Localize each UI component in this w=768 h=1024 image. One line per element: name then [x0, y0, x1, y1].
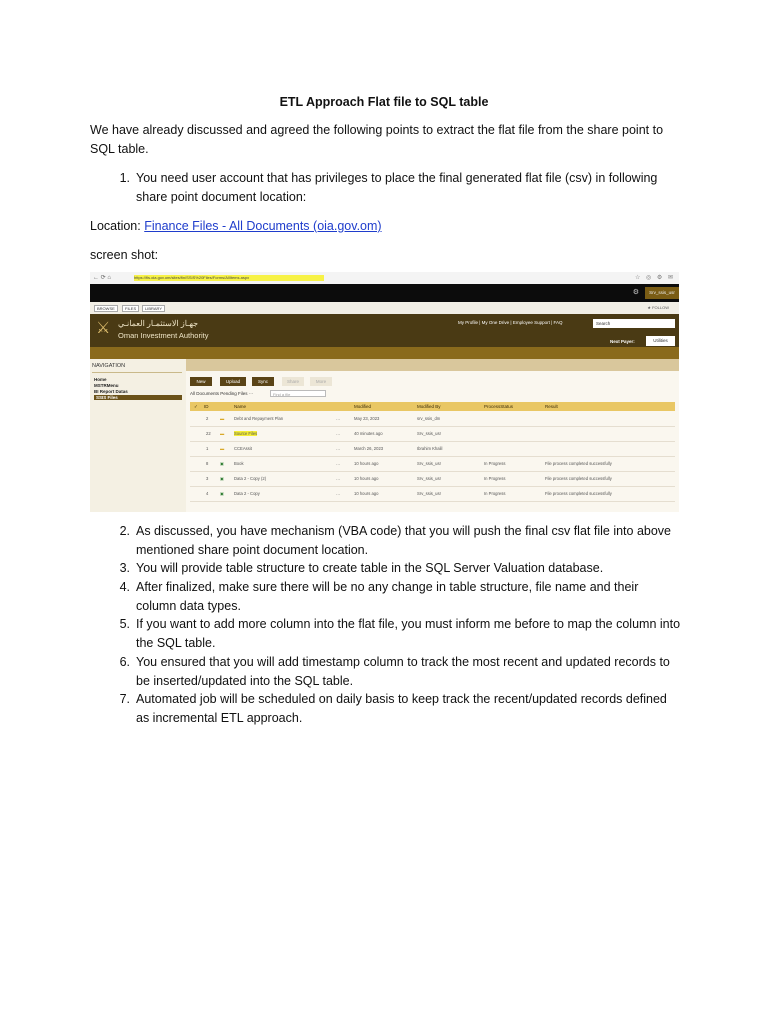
folder-icon: ▬	[220, 416, 225, 421]
cell-id: 3	[206, 476, 209, 481]
cell-modified-by: Srv_ssis_usr	[417, 461, 441, 466]
cell-modified-by: Srv_ssis_usr	[417, 431, 441, 436]
list-item-2	[112, 522, 682, 559]
list-number: 6.	[119, 655, 130, 669]
col-name: Name	[234, 404, 247, 409]
cell-id: 2	[206, 416, 209, 421]
cell-modified: March 26, 2023	[354, 446, 384, 451]
list-text: Automated job will be scheduled on daily basis to keep track the recent/updated records defined as incremental ETL approach.	[136, 692, 667, 725]
list-item-4	[112, 578, 682, 615]
tab-browse: BROWSE	[94, 305, 118, 312]
utilities-dropdown: Utilities	[646, 336, 675, 346]
cell-status: In Progress	[484, 491, 506, 496]
cell-modified-by: srv_ssis_dm	[417, 416, 441, 421]
nav-divider	[92, 372, 182, 373]
ellipsis-icon: …	[336, 446, 341, 451]
logo-english: Oman Investment Authority	[118, 331, 209, 340]
tab-files: FILES	[122, 305, 139, 312]
nav-item: MSTRMenu	[94, 383, 119, 388]
gear-icon: ⚙	[632, 289, 639, 296]
cell-id: 4	[206, 491, 209, 496]
list-item-3	[112, 559, 682, 578]
folder-icon: ▬	[220, 446, 225, 451]
cell-id: 1	[206, 446, 209, 451]
logo-arabic: جهـاز الاستثمـار العمانـي	[118, 319, 199, 328]
list-number: 7.	[119, 692, 130, 706]
cell-modified: 40 minutes ago	[354, 431, 383, 436]
cell-modified-by: Srv_ssis_usr	[417, 476, 441, 481]
list-text: As discussed, you have mechanism (VBA code) that you will push the final csv flat file into above mentioned share point document location.	[136, 524, 671, 557]
ellipsis-icon: …	[336, 431, 341, 436]
list-text: You need user account that has privileges to place the final generated flat file (csv) in following share point document location:	[136, 171, 658, 204]
cell-modified-by: Srv_ssis_usr	[417, 491, 441, 496]
list-item-6	[112, 653, 682, 690]
location-label: Location:	[90, 219, 145, 233]
sync-button: Sync	[252, 377, 274, 386]
cell-id: 22	[206, 431, 211, 436]
col-result: Result	[545, 404, 558, 409]
cell-id: 8	[206, 461, 209, 466]
nav-header: NAVIGATION	[92, 363, 126, 369]
list-text: If you want to add more column into the flat file, you must inform me before to map the column into the SQL table.	[136, 617, 681, 650]
view-selector: All Documents Pending Files ···	[190, 391, 254, 396]
library-main	[186, 359, 679, 512]
ellipsis-icon: …	[336, 476, 341, 481]
cell-result: File process completed successfully	[545, 491, 612, 496]
user-menu: Srv_ssis_usr	[645, 287, 679, 299]
cell-modified: 10 hours ago	[354, 461, 379, 466]
screenshot-label: screen shot:	[90, 248, 159, 262]
ellipsis-icon: …	[336, 461, 341, 466]
intro-paragraph: We have already discussed and agreed the following points to extract the flat file from the share point to SQL table.	[90, 123, 664, 156]
nav-item: BI Report Datas	[94, 389, 128, 394]
table-row	[190, 426, 675, 442]
cell-name: CCEAssit	[234, 446, 252, 451]
search-box: Search	[593, 319, 675, 328]
table-row	[190, 411, 675, 427]
table-row	[190, 456, 675, 472]
left-navigation	[90, 359, 186, 512]
sub-header-bar	[90, 347, 679, 359]
cell-name: Data 2 - Copy (2)	[234, 476, 267, 481]
col-process-status: ProcessStatus	[484, 404, 514, 409]
location-link[interactable]: Finance Files - All Documents (oia.gov.om)	[144, 219, 382, 233]
col-check: ✓	[194, 404, 198, 409]
list-number: 1.	[119, 171, 130, 185]
cell-modified-by: Ibrahim Khalil	[417, 446, 443, 451]
more-button: More	[310, 377, 332, 386]
embedded-screenshot	[90, 272, 679, 512]
share-button: Share	[282, 377, 304, 386]
new-button: New	[190, 377, 212, 386]
nav-item: Home	[94, 377, 107, 382]
cell-name: Data 2 - Copy	[234, 491, 260, 496]
find-file-input: Find a file	[270, 390, 326, 397]
list-text: You ensured that you will add timestamp column to track the most recent and updated records to be inserted/updated into the SQL table.	[136, 655, 670, 688]
document-title: ETL Approach Flat file to SQL table	[279, 95, 489, 109]
list-item-5	[112, 615, 682, 652]
col-modified-by: Modified By	[417, 404, 441, 409]
table-row	[190, 486, 675, 502]
excel-icon: ▣	[220, 491, 224, 496]
col-modified: Modified	[354, 404, 372, 409]
col-id: ID	[204, 404, 209, 409]
next-payer-label: Next Payer:	[610, 339, 635, 344]
nav-item-selected: SSIS Files	[94, 395, 182, 400]
cell-status: In Progress	[484, 476, 506, 481]
excel-icon: ▣	[220, 461, 224, 466]
title-strip	[186, 359, 679, 371]
table-row	[190, 441, 675, 457]
cell-name: Book	[234, 461, 244, 466]
cell-name: Debt and Repayment Plan	[234, 416, 284, 421]
list-item-1	[112, 169, 682, 206]
cell-status: In Progress	[484, 461, 506, 466]
cell-modified: May 23, 2023	[354, 416, 380, 421]
cell-modified: 10 hours ago	[354, 476, 379, 481]
browser-action-icons: ☆ ◎ ⚙ ✉	[634, 275, 675, 281]
suite-bar	[90, 284, 679, 302]
folder-icon: ▬	[220, 431, 225, 436]
list-number: 4.	[119, 580, 130, 594]
list-item-7	[112, 690, 682, 727]
list-text: You will provide table structure to create table in the SQL Server Valuation database.	[136, 561, 604, 575]
browser-nav-icons: ← ⟳ ⌂	[93, 275, 111, 281]
table-header	[190, 402, 675, 411]
cell-modified: 10 hours ago	[354, 491, 379, 496]
upload-button: Upload	[220, 377, 246, 386]
cell-name: Source Files	[234, 431, 258, 436]
follow-link: ★ FOLLOW	[647, 305, 669, 310]
list-number: 2.	[119, 524, 130, 538]
ellipsis-icon: …	[336, 491, 341, 496]
list-text: After finalized, make sure there will be no any change in table structure, file name and their column data types.	[136, 580, 639, 613]
cell-result: File process completed successfully	[545, 476, 612, 481]
address-bar: https://fis.oia.gov.om/sites/fin/SSIS%20Files/Forms/AllItems.aspx	[134, 275, 324, 281]
site-header	[90, 314, 679, 347]
cell-result: File process completed successfully	[545, 461, 612, 466]
location-line	[90, 217, 685, 236]
top-links: My Profile | My One Drive | Employee Support | FAQ	[458, 320, 563, 325]
list-number: 5.	[119, 617, 130, 631]
tab-library: LIBRARY	[142, 305, 165, 312]
excel-icon: ▣	[220, 476, 224, 481]
oia-logo-icon: ⚔	[96, 320, 111, 337]
list-number: 3.	[119, 561, 130, 575]
table-row	[190, 471, 675, 487]
ellipsis-icon: …	[336, 416, 341, 421]
